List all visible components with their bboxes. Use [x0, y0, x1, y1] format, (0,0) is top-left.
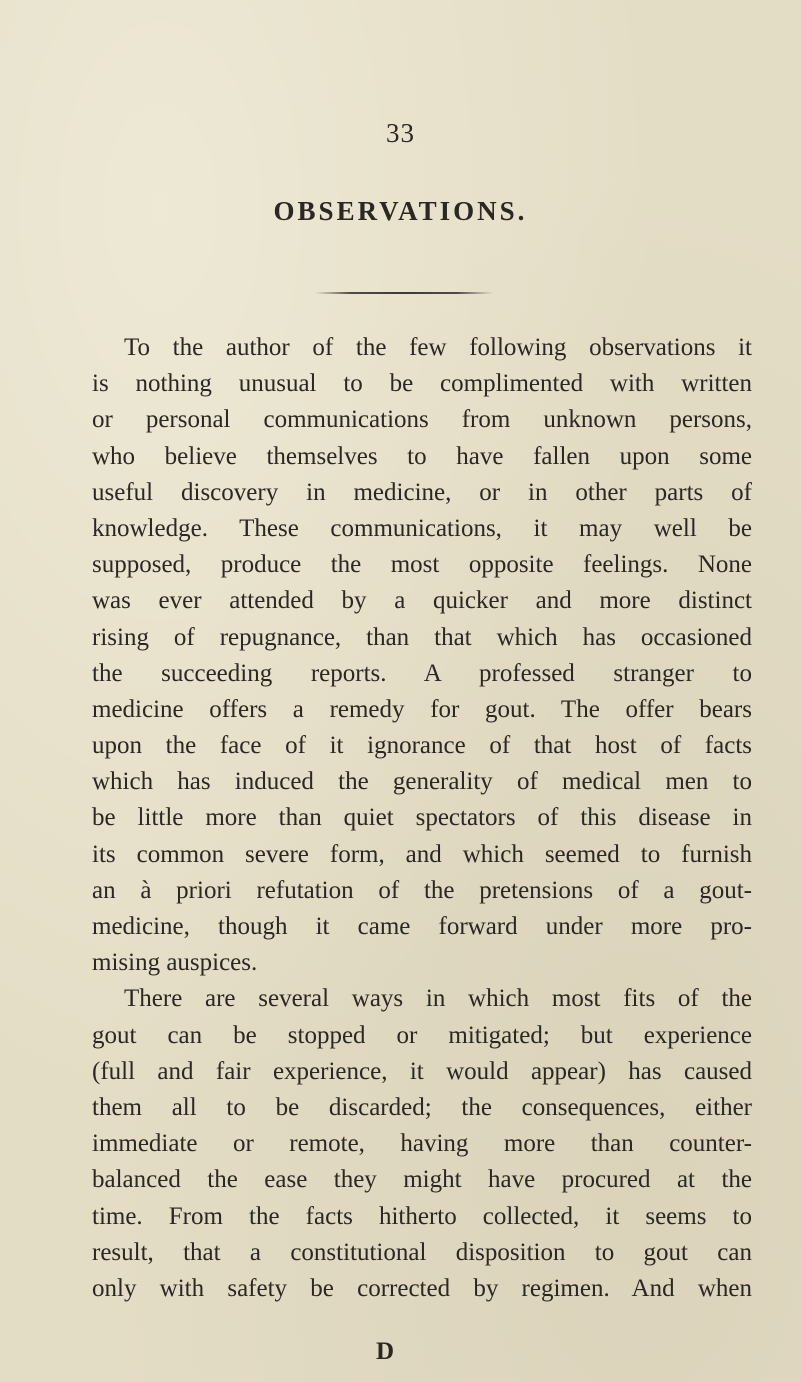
- text-line: the succeeding reports. A professed stranger to: [92, 659, 752, 687]
- text-line: medicine, though it came forward under more pro-: [92, 913, 752, 940]
- page-title: OBSERVATIONS.: [273, 196, 528, 226]
- text-line: time. From the facts hitherto collected, it seems to: [92, 1202, 752, 1230]
- text-line: rising of repugnance, than that which has occasioned: [92, 623, 752, 651]
- text-line: medicine offers a remedy for gout. The offer bears: [92, 695, 752, 723]
- text-line: knowledge. These communications, it may well be: [92, 514, 752, 542]
- text-line: To the author of the few following observations it: [124, 334, 752, 361]
- text-line: is nothing unusual to be complimented with written: [92, 370, 752, 398]
- text-line: only with safety be corrected by regimen. And when: [92, 1274, 752, 1302]
- text-line: which has induced the generality of medical men to: [92, 768, 752, 796]
- text-line: (full and fair experience, it would appear) has caused: [92, 1057, 752, 1085]
- text-line: its common severe form, and which seemed to furnish: [92, 840, 752, 868]
- signature-mark: D: [376, 1338, 395, 1365]
- text-line: or personal communications from unknown persons,: [92, 406, 752, 434]
- title-divider: [315, 292, 493, 294]
- text-line: them all to be discarded; the consequences, either: [92, 1093, 752, 1121]
- text-line: immediate or remote, having more than counter-: [92, 1130, 752, 1158]
- page-number: 33: [386, 118, 415, 148]
- text-line: an à priori refutation of the pretensions of a gout-: [92, 876, 752, 904]
- text-line: balanced the ease they might have procured at the: [92, 1166, 752, 1194]
- text-line: There are several ways in which most fits of the: [124, 985, 752, 1013]
- body-text: [92, 330, 752, 1307]
- text-line: who believe themselves to have fallen upon some: [92, 442, 752, 470]
- text-line: gout can be stopped or mitigated; but experience: [92, 1021, 752, 1049]
- text-line: was ever attended by a quicker and more distinct: [92, 587, 752, 615]
- text-line: be little more than quiet spectators of this disease in: [92, 804, 752, 832]
- text-line: upon the face of it ignorance of that host of facts: [92, 732, 752, 760]
- text-line: result, that a constitutional disposition to gout can: [92, 1238, 752, 1266]
- text-line: useful discovery in medicine, or in other parts of: [92, 478, 752, 506]
- text-line: supposed, produce the most opposite feelings. None: [92, 551, 752, 579]
- text-line: mising auspices.: [92, 949, 258, 977]
